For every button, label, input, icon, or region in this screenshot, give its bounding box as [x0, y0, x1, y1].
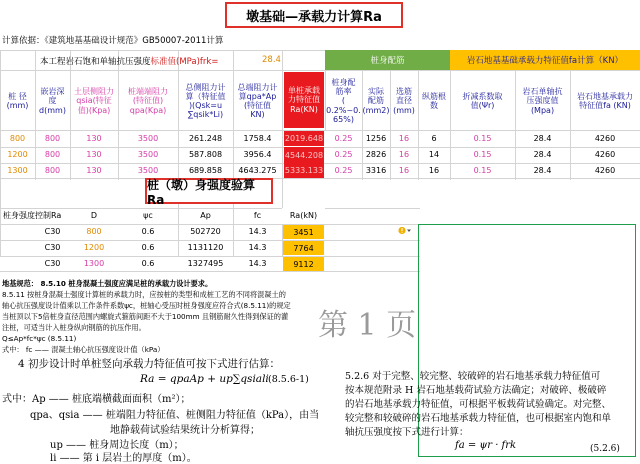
scan-right-line-3: 的岩石地基承载力特征值，可根据平板载荷试验确定。对完整、	[345, 399, 612, 410]
header-rock-strength: 岩石单轴抗 压强度值 (Mpa)	[522, 87, 563, 115]
row3-ratio[interactable]: 0.25	[334, 165, 353, 175]
header-single-bearing: 单桩承载 力特征值 Ra(KN)	[284, 72, 324, 128]
strength-header-control: 桩身强度控制Ra	[3, 211, 62, 221]
rock-bearing-group: 岩石地基基础承载力特征值fa计算（KN）	[450, 50, 640, 70]
strength-row1-d[interactable]: 800	[86, 227, 102, 237]
row1-ratio[interactable]: 0.25	[334, 134, 353, 144]
header-total-end: 总端阻力计 算qpa*Ap (特征值 KN)	[237, 82, 278, 120]
row2-qp[interactable]: 3956.4	[243, 150, 272, 160]
pile-rebar-group: 桩身配筋	[325, 50, 450, 70]
frk-label	[40, 55, 218, 67]
header-embed-depth: 嵌岩深 度 d(mm)	[39, 87, 66, 115]
row3-ra[interactable]: 5333.133	[284, 163, 324, 178]
row2-psi[interactable]: 0.15	[473, 150, 492, 160]
scan-left-formula-no: (8.5.6-1)	[268, 374, 309, 385]
header-reinf-ratio: 桩身配 筋率 ( 0.2%~0. 65%)	[326, 78, 361, 124]
row1-fa[interactable]: 4260	[594, 134, 616, 144]
row2-qsk[interactable]: 587.808	[188, 150, 223, 160]
row2-bar[interactable]: 16	[398, 150, 410, 160]
row1-bar[interactable]: 16	[398, 134, 410, 144]
doc-line-3: 轴心抗压强度设计值乘以工作条件系数ψc，桩轴心受压时桩身强度应符合式(8.5.11)的规定	[2, 301, 291, 310]
strength-row2-ra[interactable]: 7764	[283, 241, 324, 255]
row3-qpa[interactable]: 3500	[137, 165, 159, 175]
strength-row3-ra[interactable]: 9112	[283, 257, 324, 271]
doc-line-6: Q≤Ap*fc*ψc (8.5.11)	[2, 334, 77, 343]
doc-line-7: 式中： fc —— 混凝土轴心抗压强度设计值（kPa）	[2, 345, 165, 354]
header-side-resistance: 土层侧阻力 qsia(特征 值)(Kpa)	[74, 87, 114, 115]
calc-basis: 计算依据：《建筑地基基础设计规范》GB50007-2011计算	[2, 36, 224, 46]
row1-embed[interactable]: 800	[44, 134, 61, 144]
scan-left-heading: 4 初步设计时单桩竖向承载力特征值可按下式进行估算：	[18, 358, 281, 370]
row1-area[interactable]: 1256	[365, 134, 387, 144]
row2-ra[interactable]: 4544.208	[284, 147, 324, 163]
scan-left-line-3: 地静载荷试验结果统计分析算得；	[110, 425, 260, 436]
strength-row1-grade[interactable]: C30	[44, 227, 61, 237]
strength-row1-ra[interactable]: 3451	[283, 225, 324, 239]
header-total-side: 总侧阻力计 算（特征值 )(Qsk=u ∑qsik*Li)	[185, 82, 226, 120]
row1-fr[interactable]: 28.4	[533, 134, 552, 144]
frk-value[interactable]: 28.4	[262, 55, 281, 65]
scan-left-line-4: up —— 桩身周边长度（m）；	[50, 440, 184, 451]
strength-header-ap: Ap	[200, 211, 211, 221]
strength-row3-grade[interactable]: C30	[44, 258, 61, 268]
title-strength-text: 桩（墩）身强度验算Ra	[147, 177, 256, 207]
strength-row1-fc[interactable]: 14.3	[248, 227, 267, 237]
strength-header-ra: Ra(kN)	[282, 208, 325, 224]
scan-right-line-2: 按本规范附录 H 岩石地基载荷试验方法确定；对破碎、极破碎	[345, 385, 607, 396]
title-bearing-text: 墩基础—承载力计算Ra	[246, 9, 382, 25]
scan-right-formula-no: (5.2.6)	[590, 444, 620, 454]
row2-count[interactable]: 14	[428, 150, 440, 160]
row3-qsia[interactable]: 130	[86, 165, 102, 175]
row3-fr[interactable]: 28.4	[533, 165, 552, 175]
row1-count[interactable]: 6	[431, 134, 437, 144]
header-bar-dia: 选筋 直径 (mm)	[393, 87, 415, 115]
page-watermark: 第 1 页	[318, 308, 417, 343]
doc-line-2: 8.5.11 按桩身混凝土强度计算桩的承载力时，应按桩的类型和成桩工艺的不同将混凝土的	[2, 290, 286, 299]
title-pile-strength	[145, 177, 273, 207]
strength-header-d: D	[90, 211, 98, 221]
doc-line-1: 地基规范： 8.5.10 桩身混凝土强度应满足桩的承载力设计要求。	[2, 279, 213, 288]
row3-diameter[interactable]: 1300	[7, 165, 28, 175]
scan-left-formula: Ra = qpaAp + up∑qsiali	[140, 373, 269, 385]
scan-right-formula: fa = ψr · frk	[455, 440, 517, 451]
scan-right-line-1: 5.2.6 对于完整、较完整、较破碎的岩石地基承载力特征值可	[345, 371, 601, 382]
row1-psi[interactable]: 0.15	[473, 134, 492, 144]
strength-row2-d[interactable]: 1200	[83, 243, 105, 253]
strength-row1-ap[interactable]: 502720	[190, 227, 221, 237]
scan-left-line-5: li —— 第 i 层岩土的厚度（m）。	[50, 453, 197, 464]
row2-qpa[interactable]: 3500	[137, 150, 159, 160]
header-reduction: 折减系数取 值(Ψr)	[462, 91, 503, 110]
error-check-icon[interactable]	[398, 226, 412, 235]
row1-qp[interactable]: 1758.4	[243, 134, 272, 144]
row2-fr[interactable]: 28.4	[533, 150, 552, 160]
strength-row2-psi[interactable]: 0.6	[141, 243, 155, 253]
row3-fa[interactable]: 4260	[594, 165, 616, 175]
header-bar-count: 纵筋根 数	[422, 91, 446, 110]
strength-header-fc: fc	[253, 211, 262, 221]
strength-row3-d[interactable]: 1300	[83, 258, 105, 268]
scan-left-line-2: qpa、qsia —— 桩端阻力特征值、桩侧阻力特征值（kPa），由当	[30, 410, 320, 421]
row2-ratio[interactable]: 0.25	[334, 150, 353, 160]
strength-row2-grade[interactable]: C30	[44, 243, 61, 253]
title-bearing-capacity	[225, 2, 403, 28]
row1-qsia[interactable]: 130	[86, 134, 102, 144]
strength-row1-psi[interactable]: 0.6	[141, 227, 155, 237]
strength-header-psi: ψc	[143, 211, 153, 221]
row3-count[interactable]: 16	[428, 165, 440, 175]
header-diameter: 桩 径 (mm)	[6, 91, 29, 110]
strength-row3-fc[interactable]: 14.3	[248, 258, 267, 268]
row3-bar[interactable]: 16	[398, 165, 410, 175]
row2-diameter[interactable]: 1200	[7, 150, 28, 160]
row1-qsk[interactable]: 261.248	[188, 134, 223, 144]
row3-area[interactable]: 3316	[365, 165, 387, 175]
row3-embed[interactable]: 800	[44, 165, 61, 175]
frk-label-std: 标准值(MPa)frk=	[150, 57, 219, 67]
strength-row2-ap[interactable]: 1131120	[187, 243, 224, 253]
row2-embed[interactable]: 800	[44, 150, 61, 160]
header-rock-fa: 岩石地基承载力 特征值fa (KN)	[577, 91, 633, 110]
scan-left-line-1: 式中：Ap —— 桩底端横截面面积（m²）；	[2, 394, 191, 405]
row2-area[interactable]: 2826	[365, 150, 387, 160]
row3-qsk[interactable]: 689.858	[188, 165, 223, 175]
header-end-resistance: 桩端端阻力 (特征值) qpa(Kpa)	[128, 87, 168, 115]
row1-diameter[interactable]: 800	[9, 134, 26, 144]
strength-row3-psi[interactable]: 0.6	[141, 258, 155, 268]
scan-right-line-4: 较完整和较破碎的岩石地基承载力特征值，也可根据室内饱和单	[345, 413, 612, 424]
row3-qp[interactable]: 4643.275	[238, 165, 277, 175]
row3-psi[interactable]: 0.15	[473, 165, 492, 175]
strength-row2-fc[interactable]: 14.3	[248, 243, 267, 253]
row1-qpa[interactable]: 3500	[137, 134, 159, 144]
doc-line-5: 注桩，可适当计入桩身纵向钢筋的抗压作用。	[2, 323, 146, 332]
row1-ra[interactable]: 2019.648	[284, 131, 324, 146]
strength-row3-ap[interactable]: 1327495	[187, 258, 224, 268]
row2-fa[interactable]: 4260	[594, 150, 616, 160]
frk-label-prefix: 本工程岩石饱和单轴抗压强度	[40, 57, 151, 67]
scan-right-line-5: 轴抗压强度按下式进行计算：	[345, 427, 469, 438]
doc-line-4: 当桩顶以下5倍桩身直径范围内螺旋式箍筋间距不大于100mm 且钢筋耐久性得到保证的灌	[2, 312, 289, 321]
row2-qsia[interactable]: 130	[86, 150, 102, 160]
header-actual-area: 实际 配筋 (mm2)	[362, 87, 390, 115]
